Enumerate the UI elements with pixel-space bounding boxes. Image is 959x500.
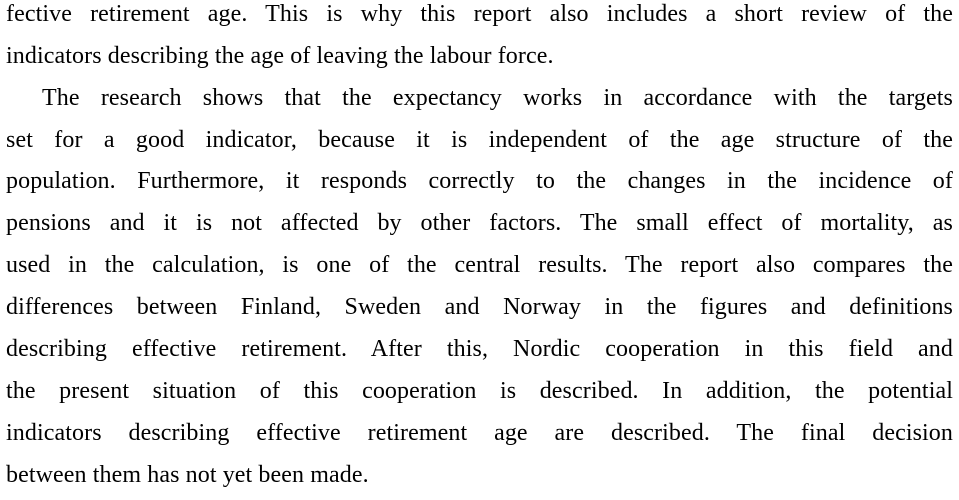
text-line: between them has not yet been made. (6, 462, 369, 488)
text-line: describing effective retirement. After this, Nordic cooperation in this field and (6, 336, 953, 362)
text-line: population. Furthermore, it responds correctly to the changes in the incidence of (6, 168, 953, 194)
text-line: pensions and it is not affected by other factors. The small effect of mortality, as (6, 210, 953, 236)
text-line: The research shows that the expectancy works in accordance with the targets (42, 85, 953, 111)
text-line: indicators describing effective retirement age are described. The final decision (6, 420, 953, 446)
text-line: used in the calculation, is one of the central results. The report also compares the (6, 252, 953, 278)
text-line: fective retirement age. This is why this report also includes a short review of the (6, 1, 953, 27)
text-line: set for a good indicator, because it is independent of the age structure of the (6, 127, 953, 153)
text-line: the present situation of this cooperation is described. In addition, the potential (6, 378, 953, 404)
text-line: indicators describing the age of leaving the labour force. (6, 43, 554, 69)
text-line: differences between Finland, Sweden and Norway in the figures and definitions (6, 294, 953, 320)
